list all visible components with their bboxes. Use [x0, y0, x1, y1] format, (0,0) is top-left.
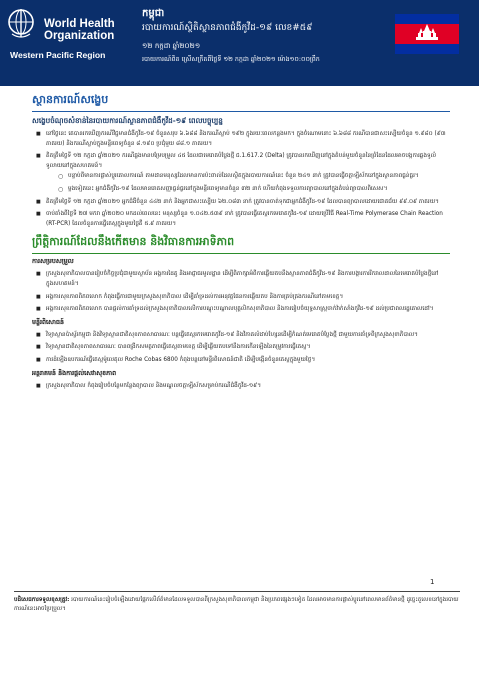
report-period: របាយការណ៍ពិត ស្រើសក្រឹតពីថ្ងៃទី ១២ កក្កដា ឆ្នាំ២០២១ ម៉ោង១០:០០ព្រឹក [142, 56, 320, 63]
section-subtitle-summary: សង្ខេបចំណុចសំខាន់នៃរបាយការណ៍ស្ថានភាពជំងឺកូវីដ-១៩ ពេលបច្ចុប្បន្ន [32, 116, 223, 125]
report-date: ១២ កក្កដា ឆ្នាំ២០២១ [142, 42, 201, 50]
group-heading-coordination: ការសម្របសម្រួល [32, 258, 74, 266]
org-region: Western Pacific Region [10, 50, 106, 60]
org-name: World Health Organization [44, 18, 115, 42]
list-item: ○ បន្ទាប់ពីមានការផ្លាស់ប្តូរគោលការណ៍ តាមដានមនុស្សដែលមានការប៉ះពាល់ដែលស្ថិតក្នុងរបាយការណ៍នេះ ចំនួន ២៤១ នាក់ ត្រូវបានធ្វើចត្តាឡីស័កនៅក្នុងស្ថានភាពធ្ងន់ធ្ងរ។ [68, 172, 450, 182]
coordination-list [32, 270, 450, 314]
list-item: ■ អង្គការសុខភាពពិភពលោក បានផ្តល់ការគាំទ្រដល់ក្រសួងសុខាភិបាលលើការបណ្តុះបណ្តាលបុគ្គលិកសុខាភិបាល និងការរៀបចំយុទ្ធសាស្ត្រចាក់វ៉ាក់សាំងកូវីដ-១៩ ដល់ប្រជាពលរដ្ឋគោលដៅ។ [46, 305, 450, 315]
page-number: 1 [430, 578, 435, 586]
section-divider [32, 253, 450, 254]
list-item: ■ ក្រសួងសុខាភិបាលបានរៀបចំកិច្ចប្រជុំជាមួយស្ថាប័ន អង្គការដៃគូ និងអាជ្ញាធរមូលដ្ឋាន ដើម្បីពិភាក្សាអំពីការឆ្លើយតបនឹងស្ថានភាពជំងឺកូវីដ-១៩ និងការបង្ការការរីករាលដាលនៃមេរោគបំប្លែងថ្មីនៅក្នុងសហគមន៍។ [46, 270, 450, 289]
list-item: ■ វិទ្យាស្ថានប៉ាស្ទ័រកម្ពុជា និងវិទ្យាស្ថានជាតិសុខភាពសាធារណៈ បន្តធ្វើតេស្តរកមេរោគកូវីដ-១៩ និងវិភាគលំដាប់ហ្សែនដើម្បីកំណត់មេរោគបំប្លែងថ្មី ជាមួយការគាំទ្រពីក្រសួងសុខាភិបាល។ [46, 331, 450, 341]
disclaimer-footer [14, 596, 460, 614]
footer-divider [14, 591, 460, 592]
cambodia-flag-icon [395, 14, 459, 54]
who-logo [6, 8, 126, 60]
list-item: ■ អង្គការសុខភាពពិភពលោក កំពុងធ្វើការជាមួយក្រសួងសុខាភិបាល ដើម្បីគាំទ្រដល់ការអនុវត្តផែនការឆ្លើយតប និងការគ្រប់គ្រងករណីនៅតាមខេត្ត។ [46, 293, 450, 303]
laboratory-list [32, 331, 450, 366]
list-item-text: គិតត្រឹមថ្ងៃទី ១២ កក្កដា ឆ្នាំ២០២១ ករណីឆ្លងមានបម្រែបម្រួល ៤៥ ដែលជាមេរោគបំប្លែងថ្មី ជ.1.617.2 (Delta) ត្រូវបានរកឃើញនៅក្នុងតំបន់មួយចំនួននៃព្រំដែនដែលអាចបង្កការឆ្លងទូលំទូលាយនៅក្នុងសហគមន៍។ [46, 153, 437, 169]
list-item [46, 152, 450, 194]
health-services-list [32, 382, 450, 392]
who-emblem-icon [6, 8, 36, 40]
list-item: ■ ការដំឡើងឧបករណ៍ធ្វើតេស្តម៉ូលេគុល Roche Cobas 6800 កំពុងបន្តនៅមន្ទីរពិសោធន៍ជាតិ ដើម្បីបង្កើនចំនួនតេស្តក្នុងមួយថ្ងៃ។ [46, 356, 450, 366]
list-item: ■ នៅថ្ងៃនេះ គេបានរកឃើញករណីវិជ្ជមានជំងឺកូវីដ-១៩ ចំនួនសរុប ៦.៦៨៨ និងករណីស្លាប់ ១៩២ ក្នុងរយៈពេលកន្លងមក។ ក្នុងចំណោមនោះ ៦.៦៨៨ ករណីបានជាសះស្បើយចំនួន ១.៩៨០ (៩៣ ភាគរយ) និងករណីស្លាប់ក្នុងមន្ទីរពេទ្យចំនួន ៨.១៩០ ប្រជុំមួយ ៨៨.១ ភាគរយ។ [46, 130, 450, 149]
list-item: ■ វិទ្យាស្ថានជាតិសុខភាពសាធារណៈ បានពង្រីកសមត្ថភាពធ្វើតេស្តតាមខេត្ត ដើម្បីឆ្លើយតបទៅនឹងការកើនឡើងនៃតម្រូវការធ្វើតេស្ត។ [46, 343, 450, 353]
report-header [0, 0, 479, 86]
list-item: ■ ក្រសួងសុខាភិបាល កំពុងរៀបចំបន្ថែមកន្លែងព្យាបាល និងមណ្ឌលចត្តាឡីស័កសម្រាប់ករណីជំងឺកូវីដ-១៩។ [46, 382, 450, 392]
disclaimer-text: របាយការណ៍នេះរៀបចំឡើងដោយផ្អែកលើព័ត៌មានដែលទទួលបានពីក្រសួងសុខាភិបាលកម្ពុជា និងប្រភពផ្សេងៗទៀត ដែលអាចមានការផ្លាស់ប្តូរនៅពេលមានព័ត៌មានថ្មី ដូច្នេះតួលេខនៅក្នុងរបាយការណ៍នេះអាចប្រែប្រួល។ [14, 597, 459, 612]
group-heading-health-services: អន្តរាគមន៍ និងការផ្តល់សេវាសុខភាព [32, 369, 117, 377]
section-divider [32, 111, 450, 112]
report-title: របាយការណ៍ស្ថិតិស្ថានភាពជំងឺកូវីដ-១៩ លេខ#៥៩ [142, 23, 313, 33]
country-name: កម្ពុជា [142, 8, 165, 19]
section-title-events: ព្រឹត្តិការណ៍ដែលនឹងកើតមាន និងវិធានការអាទិភាព [32, 235, 235, 249]
disclaimer-label: បដិសេធការទទួលខុសត្រូវ: [14, 597, 70, 603]
list-item: ■ គិតត្រឹមថ្ងៃទី ១២ កក្កដា ឆ្នាំ២០២១ អ្នកជំងឺចំនួន ៤៤២ នាក់ និងអ្នកជាសះស្បើយ ៦២.០៨៣ នាក់ ត្រូវបានចាត់ទុកជាអ្នកជំងឺកូវីដ-១៩ ដែលបានព្យាបាលដោយជោគជ័យ ៩៩.០៩ ភាគរយ។ [46, 198, 450, 208]
list-item: ○ ម្តងទៀតនេះ អ្នកជំងឺកូវីដ-១៩ ដែលមានរោគសញ្ញាធ្ងន់ធ្ងរនៅក្នុងមន្ទីរពេទ្យមានចំនួន ៣២ នាក់ ហើយកំពុងទទួលការព្យាបាលនៅក្នុងតំបន់ព្យាបាលពិសេស។ [68, 185, 450, 195]
sub-list [46, 172, 450, 194]
summary-list [32, 130, 450, 229]
report-body [32, 93, 450, 394]
section-title-summary: ស្ថានការណ៍សង្ខេប [32, 93, 109, 106]
group-heading-laboratory: មន្ទីរពិសោធន៍ [32, 318, 64, 326]
list-item: ■ ចាប់តាំងពីថ្ងៃទី ២៧ មករា ឆ្នាំ២០២០ មកដល់ពេលនេះ មនុស្សចំនួន ១.០៤២.៥៣៩ នាក់ ត្រូវបានធ្វើតេស្តរកមេរោគកូវីដ-១៩ ដោយប្រើវិធី Real-Time Polymerase Chain Reaction (RT-PCR) ដែលចំនួនការធ្វើតេស្តក្នុងមួយថ្ងៃគឺ ៥.៩ ភាគរយ។ [46, 210, 450, 229]
